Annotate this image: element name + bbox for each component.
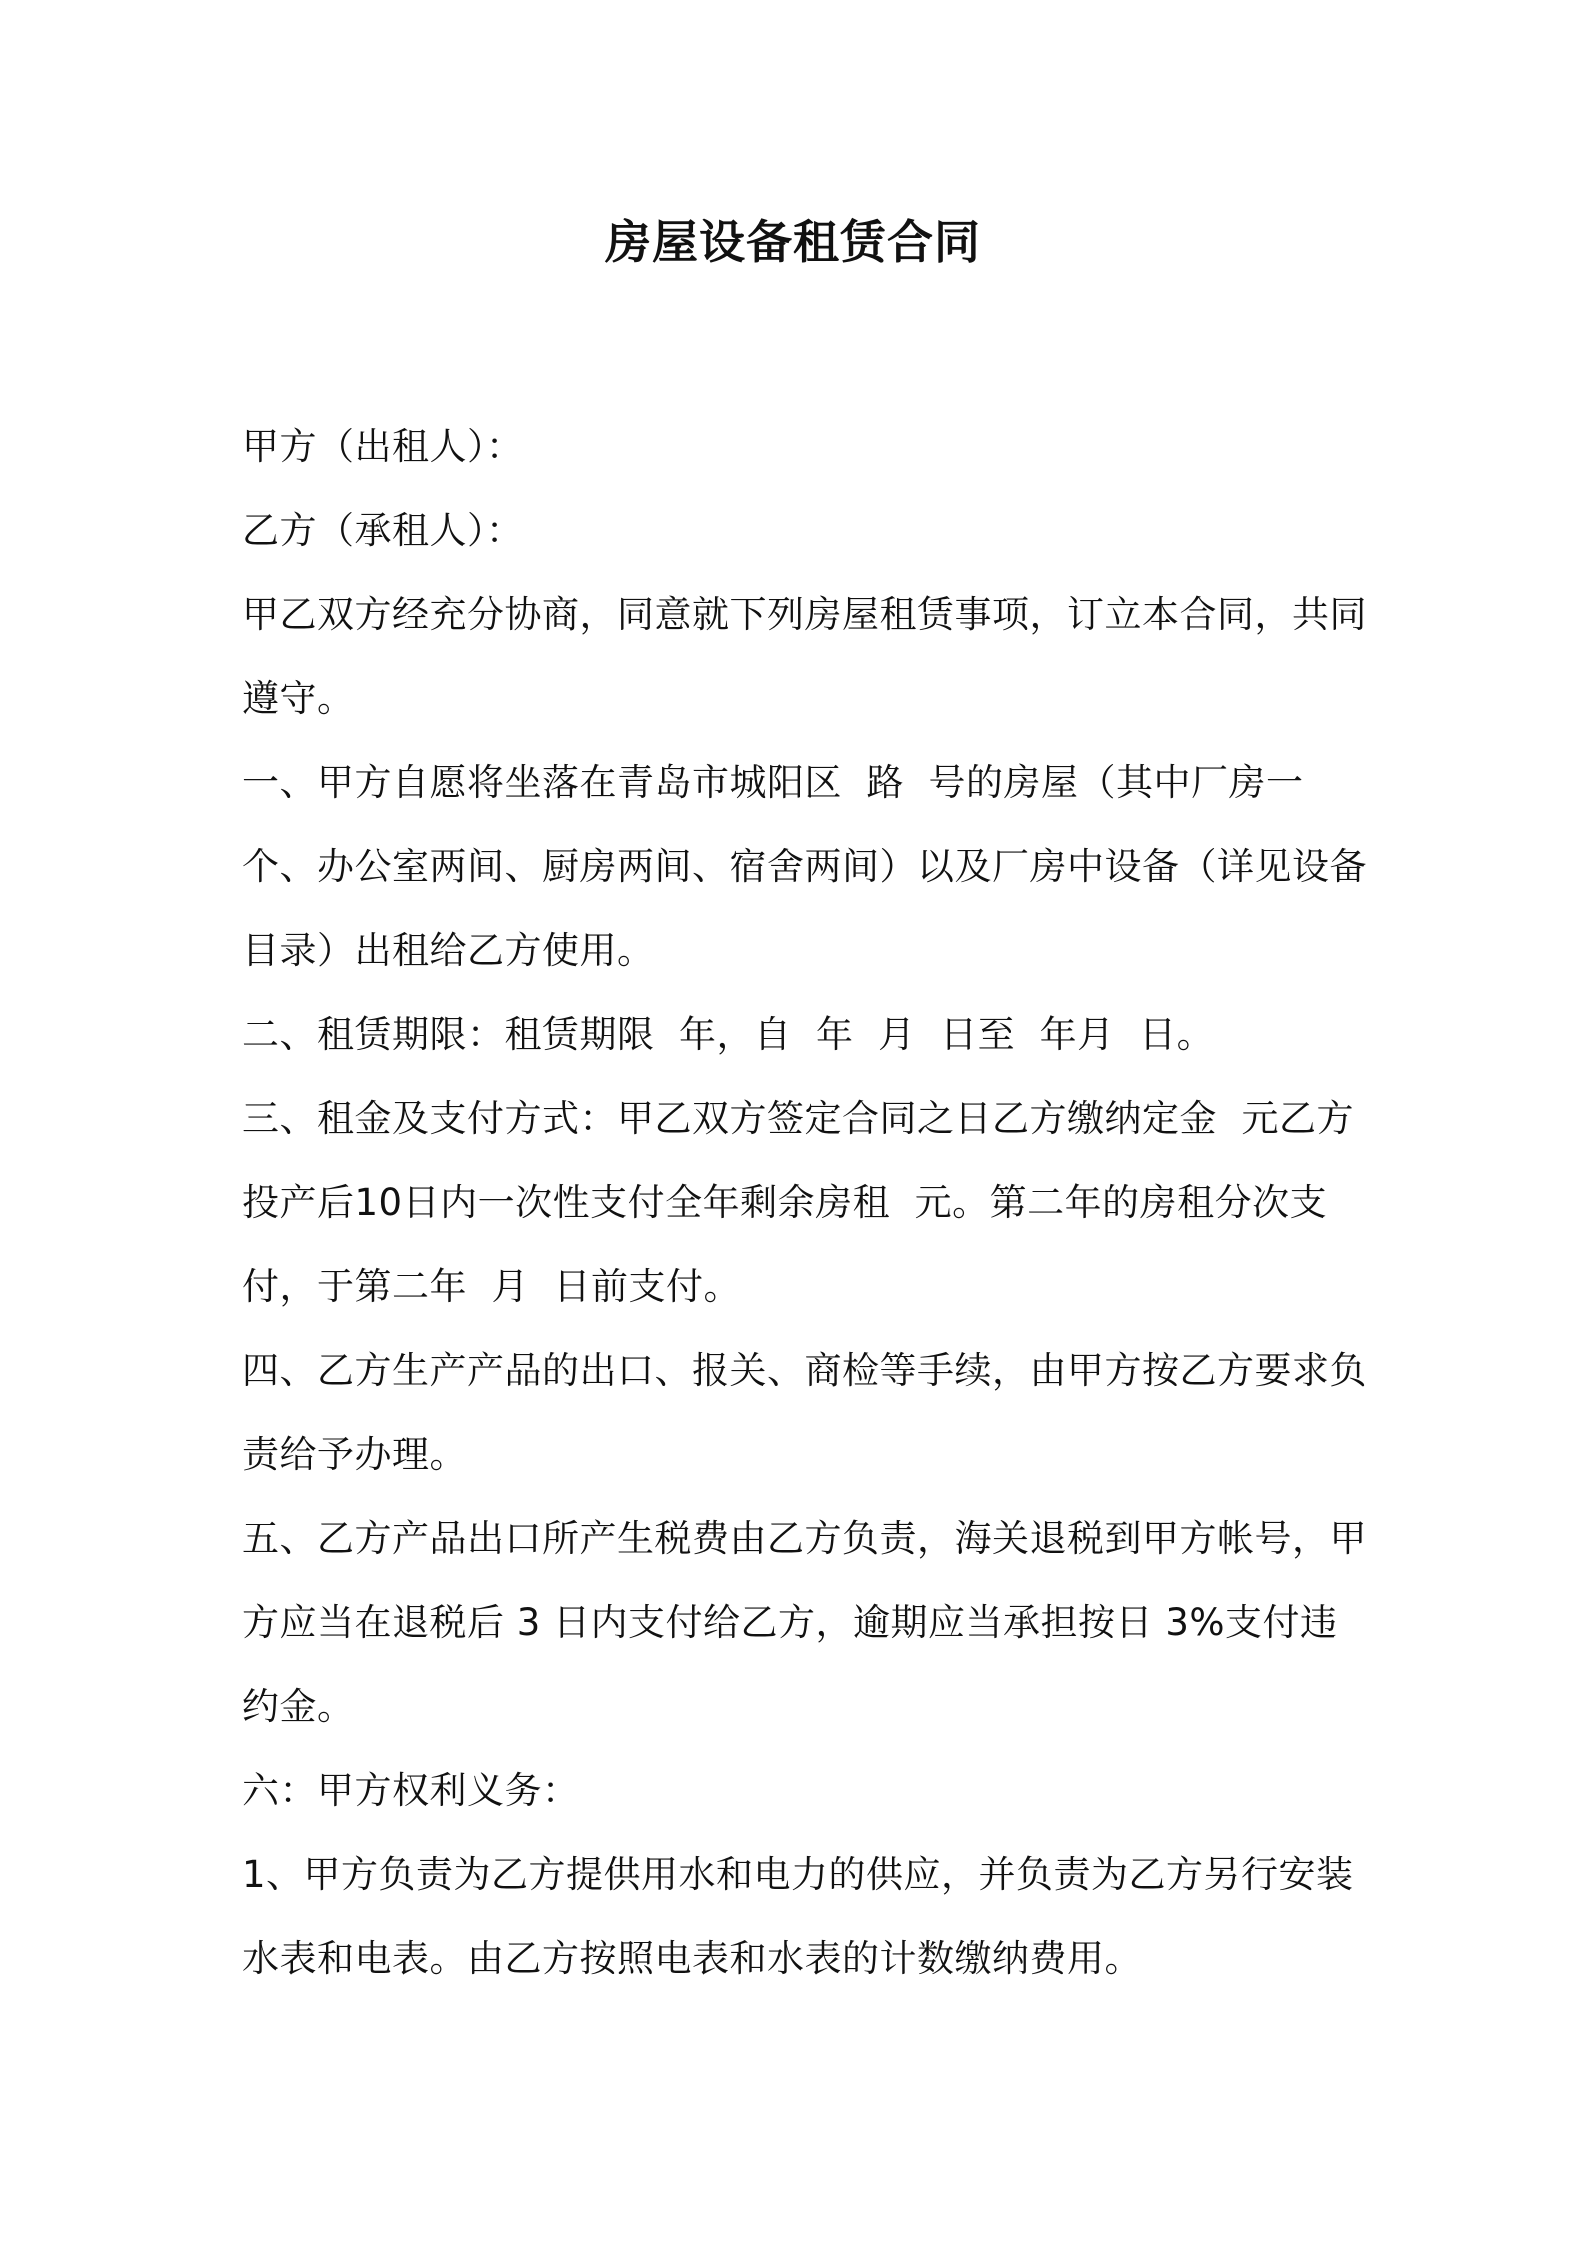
clause-2-term: 二、租赁期限：租赁期限 年，自 年 月 日至 年月 日。	[242, 1013, 1215, 1056]
clause-3-rent-payment: 三、租金及支付方式：甲乙双方签定合同之日乙方缴纳定金 元乙方投产后10日内一次性支付全年剩余房租 元。第二年的房租分次支付，于第二年 月 日前支付。	[242, 1097, 1355, 1308]
party-b-line: 乙方（承租人）：	[242, 509, 524, 552]
clause-5-tax-refund: 五、乙方产品出口所产生税费由乙方负责，海关退税到甲方帐号，甲方应当在退税后 3 日内支付给乙方，逾期应当承担按日 3%支付违约金。	[242, 1517, 1367, 1728]
document-title: 房屋设备租赁合同	[605, 215, 981, 269]
document-body	[242, 405, 1372, 2001]
preamble-paragraph: 甲乙双方经充分协商，同意就下列房屋租赁事项，订立本合同，共同遵守。	[242, 593, 1367, 720]
clause-1-premises: 一、甲方自愿将坐落在青岛市城阳区 路 号的房屋（其中厂房一个、办公室两间、厨房两间、宿舍两间）以及厂房中设备（详见设备目录）出租给乙方使用。	[242, 761, 1367, 972]
clause-6-item-1: 1、甲方负责为乙方提供用水和电力的供应，并负责为乙方另行安装水表和电表。由乙方按照电表和水表的计数缴纳费用。	[242, 1853, 1354, 1980]
clause-4-export-procedures: 四、乙方生产产品的出口、报关、商检等手续，由甲方按乙方要求负责给予办理。	[242, 1349, 1367, 1476]
party-a-line: 甲方（出租人）：	[242, 425, 524, 468]
clause-6-heading: 六：甲方权利义务：	[242, 1769, 580, 1812]
